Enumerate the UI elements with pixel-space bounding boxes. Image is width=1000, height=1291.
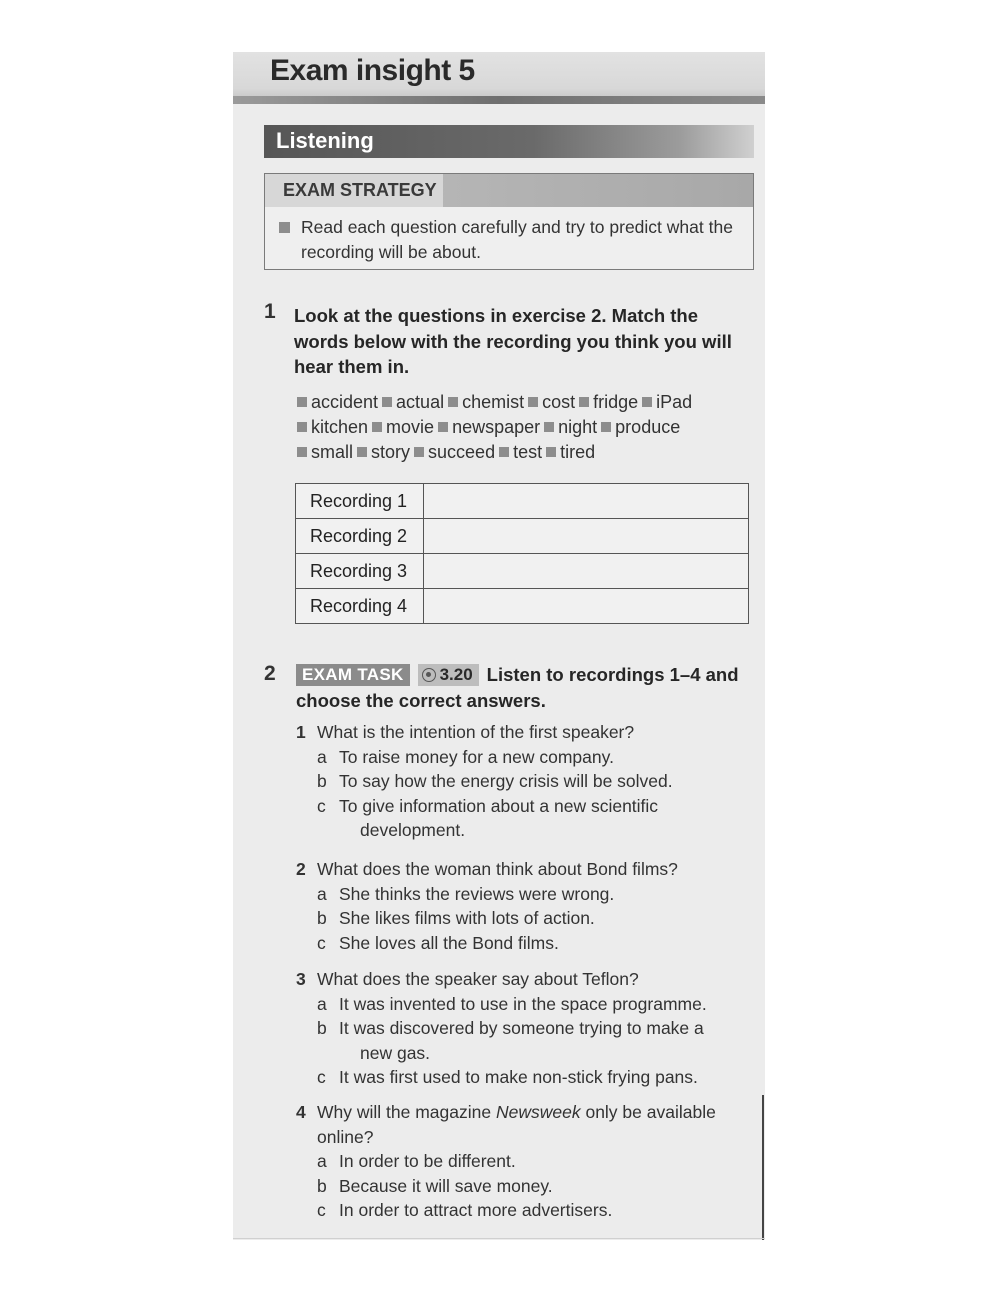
recording-label: Recording 3 [296, 554, 424, 589]
option-letter: c [317, 1200, 326, 1220]
option-text: To give information about a new scientific [339, 795, 659, 816]
bullet-square-icon [579, 397, 589, 407]
bullet-square-icon [601, 422, 611, 432]
exercise-1-instruction: Look at the questions in exercise 2. Match the words below with the recording you think you will hear them in. [294, 305, 732, 377]
question-text: What is the intention of the first speaker? [317, 722, 635, 742]
word-list-line [294, 440, 754, 465]
bullet-square-icon [297, 397, 307, 407]
word-item: small [311, 442, 354, 462]
question-text: What does the woman think about Bond films? [317, 859, 678, 879]
strategy-text: Read each question carefully and try to predict what the recording will be about. [301, 217, 733, 262]
option-letter: c [317, 932, 326, 953]
answer-option[interactable] [296, 992, 736, 1017]
page-edge-rule [762, 1095, 764, 1240]
question-number: 4 [296, 1102, 306, 1122]
answer-option[interactable] [296, 1065, 736, 1090]
table-row [296, 589, 749, 624]
option-text: It was first used to make non-stick frying pans. [339, 1067, 698, 1087]
exam-task-badge: EXAM TASK [296, 664, 410, 686]
option-text: She likes films with lots of action. [339, 908, 595, 928]
option-text: It was invented to use in the space programme. [339, 993, 707, 1014]
option-letter: c [317, 1067, 326, 1087]
page-bottom-edge [233, 1238, 765, 1239]
option-text: In order to attract more advertisers. [339, 1200, 613, 1220]
answer-option[interactable] [296, 769, 736, 794]
bullet-square-icon [642, 397, 652, 407]
track-number: 3.20 [439, 665, 473, 684]
exercise-2-number: 2 [264, 662, 276, 685]
word-item: produce [615, 417, 681, 437]
option-text: In order to be different. [339, 1151, 516, 1171]
bullet-square-icon [414, 447, 424, 457]
answer-option[interactable] [296, 1149, 736, 1174]
option-text: To raise money for a new company. [339, 746, 614, 767]
question-text-continued: online? [317, 1126, 374, 1147]
answer-option[interactable] [296, 931, 736, 956]
exam-strategy-box [264, 173, 754, 270]
word-item: story [371, 442, 411, 462]
answer-cell[interactable] [424, 519, 749, 554]
answer-option[interactable] [296, 1174, 736, 1199]
section-title: Listening [276, 128, 374, 153]
strategy-label: EXAM STRATEGY [265, 174, 443, 207]
bullet-square-icon [528, 397, 538, 407]
word-item: test [513, 442, 543, 462]
answer-option[interactable] [296, 794, 736, 843]
question-text: Why will the magazine [317, 1102, 496, 1122]
word-item: movie [386, 417, 435, 437]
bullet-square-icon [297, 447, 307, 457]
answer-cell[interactable] [424, 589, 749, 624]
exercise-2-instruction-line2: choose the correct answers. [296, 690, 546, 711]
question-number: 3 [296, 969, 306, 989]
answer-option[interactable] [296, 882, 736, 907]
table-row [296, 484, 749, 519]
word-item: newspaper [452, 417, 541, 437]
option-letter: b [317, 1175, 327, 1196]
option-letter: a [317, 883, 327, 904]
bullet-square-icon [372, 422, 382, 432]
magazine-title: Newsweek [495, 1102, 581, 1122]
question-number: 1 [296, 722, 306, 742]
word-item: accident [311, 392, 379, 412]
recording-label: Recording 1 [296, 484, 424, 519]
answer-option[interactable] [296, 745, 736, 770]
option-text-continued: development. [360, 820, 466, 840]
word-item: chemist [462, 392, 525, 412]
page-title: Exam insight 5 [270, 54, 475, 87]
question-1 [296, 720, 736, 843]
option-letter: b [317, 771, 327, 791]
option-text: It was discovered by someone trying to make a [339, 1018, 704, 1038]
question-number: 2 [296, 859, 306, 879]
bullet-square-icon [279, 222, 290, 233]
bullet-square-icon [499, 447, 509, 457]
exercise-2-header [296, 664, 756, 686]
header-rule [233, 96, 765, 104]
word-item: tired [560, 442, 596, 462]
answer-cell[interactable] [424, 484, 749, 519]
question-text: What does the speaker say about Teflon? [317, 969, 639, 989]
bullet-square-icon [357, 447, 367, 457]
bullet-square-icon [297, 422, 307, 432]
recording-label: Recording 4 [296, 589, 424, 624]
option-letter: b [317, 1018, 327, 1038]
option-letter: a [317, 1151, 327, 1171]
word-list-line [294, 390, 754, 415]
word-item: fridge [593, 392, 639, 412]
word-item: actual [396, 392, 445, 412]
question-3 [296, 967, 736, 1090]
question-2 [296, 857, 736, 955]
answer-option[interactable] [296, 906, 736, 931]
table-row [296, 554, 749, 589]
exercise-1-number: 1 [264, 300, 276, 323]
bullet-square-icon [382, 397, 392, 407]
answer-option[interactable] [296, 1016, 736, 1065]
audio-cd-icon [422, 668, 436, 682]
option-text: To say how the energy crisis will be solved. [339, 771, 673, 791]
option-letter: a [317, 746, 327, 767]
word-item: cost [542, 392, 576, 412]
option-letter: b [317, 908, 327, 928]
bullet-square-icon [438, 422, 448, 432]
word-item: iPad [656, 392, 693, 412]
recording-label: Recording 2 [296, 519, 424, 554]
word-item: kitchen [311, 417, 369, 437]
question-4 [296, 1100, 736, 1223]
question-text-end: only be available [580, 1102, 716, 1122]
bullet-square-icon [544, 422, 554, 432]
answer-cell[interactable] [424, 554, 749, 589]
option-text: Because it will save money. [339, 1175, 553, 1196]
track-badge[interactable] [418, 664, 479, 686]
word-list [294, 390, 754, 465]
bullet-square-icon [546, 447, 556, 457]
bullet-square-icon [448, 397, 458, 407]
exercise-2-instruction-line1: Listen to recordings 1–4 and [486, 664, 739, 685]
word-item: night [558, 417, 598, 437]
option-letter: c [317, 795, 326, 816]
recording-table [295, 483, 749, 624]
word-item: succeed [428, 442, 496, 462]
table-row [296, 519, 749, 554]
word-list-line [294, 415, 754, 440]
option-letter: a [317, 993, 327, 1014]
option-text: She loves all the Bond films. [339, 932, 559, 953]
option-text-continued: new gas. [360, 1042, 431, 1063]
answer-option[interactable] [296, 1198, 736, 1223]
option-text: She thinks the reviews were wrong. [339, 883, 615, 904]
